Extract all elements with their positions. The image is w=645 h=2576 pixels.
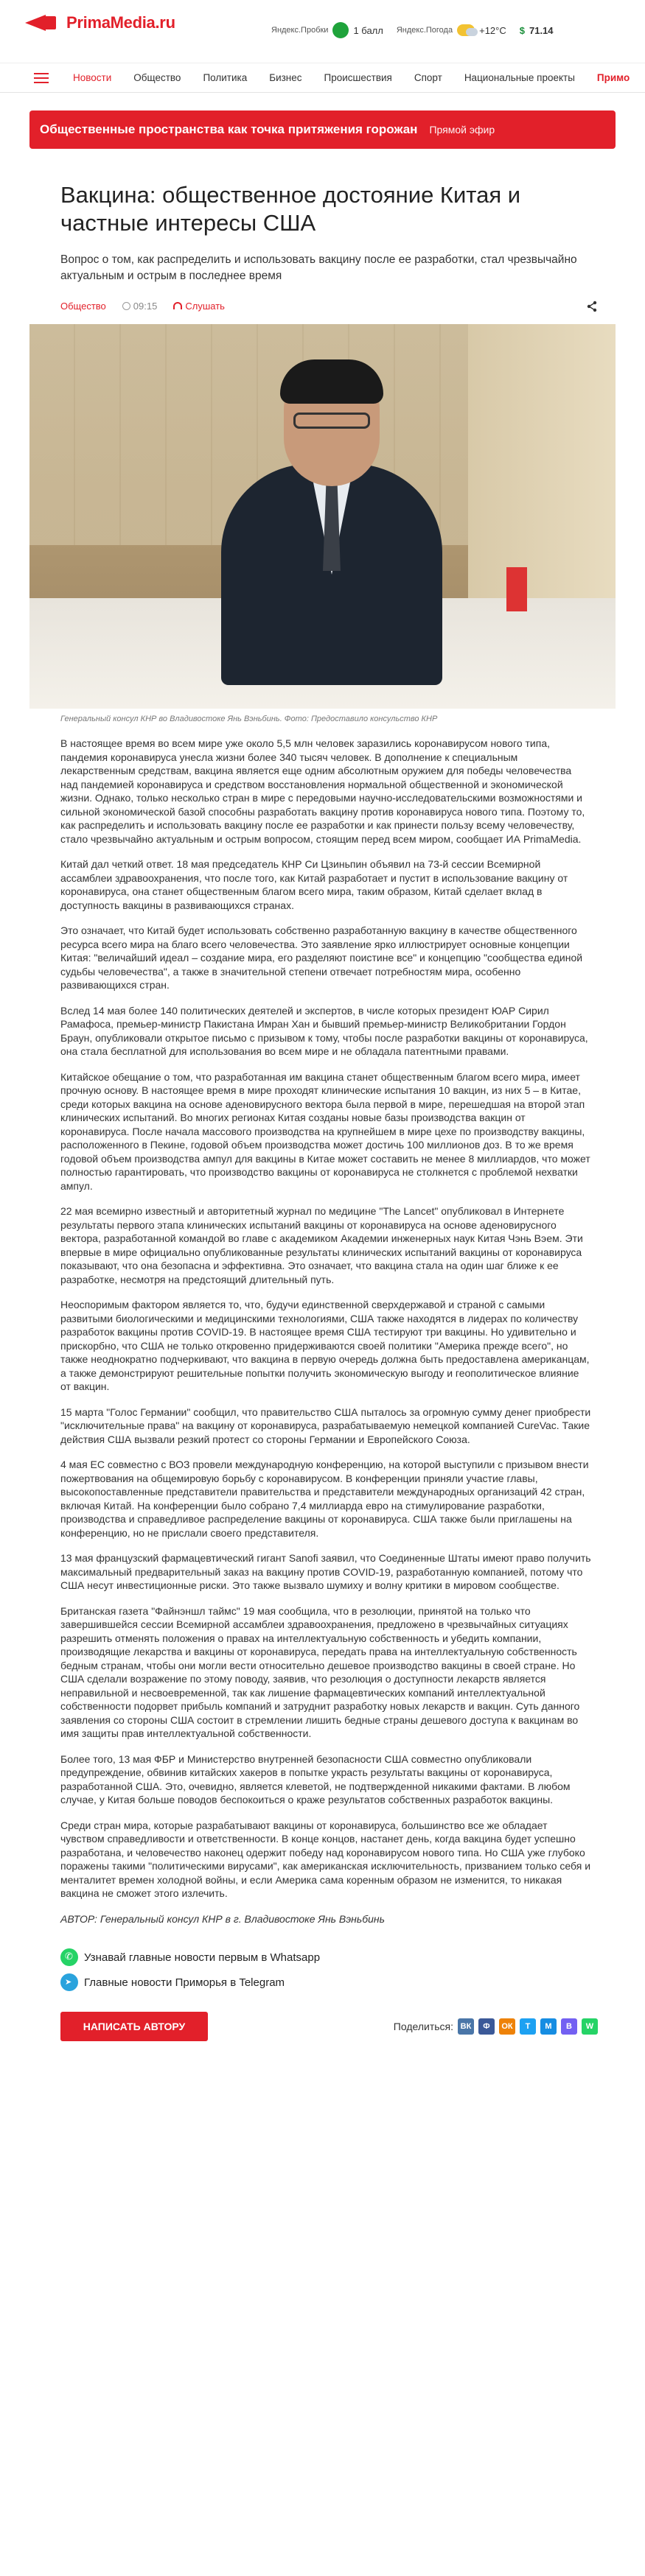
listen-label: Слушать — [185, 300, 225, 312]
nav-item-society[interactable]: Общество — [133, 72, 181, 83]
article-paragraph: В настоящее время во всем мире уже около 5,5 млн человек заразились коронавирусом нового типа, пандемия коронавируса унесла жизни более 340 тысяч человек. В дополнение к специальным лекарственным средствам, вакцина является еще одним абсолютным оружием для победы человечества над пандемией коронавируса и средством восстановления нормальной общественной и экономической жизни. Однако, только несколько стран в мире с передовыми научно-исследовательскими возможностями и сильной экономической базой способны разработать вакцину против коронавируса нового типа. Поэтому то, как распределить и использовать вакцину после ее разработки и как принести пользу всему человечеству, стало чрезвычайно актуальным и острым вопросом, стоящим перед всем миром, сообщает ИА PrimaMedia. — [60, 737, 585, 845]
article-paragraph: Британская газета "Файнэншл таймс" 19 мая сообщила, что в резолюции, принятой на только что завершившейся сессии Всемирной ассамблеи здравоохранения, предложено в чрезвычайных ситуациях разрешить отменять положения о правах на интеллектуальную собственность и убедить компании, производящие лекарства и вакцины от коронавируса, передать права на интеллектуальную собственность бедным странам, чтобы они могли вести относительно дешевое производство вакцины в своей стране. Но США сделали возражение по этому поводу, заявив, что резолюция о доступности лекарств является неправильной и несвоевременной, так как лишение фармацевтических компаний интеллектуальной собственности подорвет прибыль компаний и затруднит разработку новых лекарств и вакцин. Суть данного заявления со стороны США состоит в стремлении лишить бедные страны дешевого доступа к вакцинам во имя защиты прав интеллектуальной собственности. — [60, 1604, 580, 1739]
nav-item-primorye[interactable]: Примо — [596, 72, 630, 83]
article-time — [122, 301, 158, 312]
weather-widget[interactable] — [397, 24, 506, 36]
nav-item-news[interactable]: Новости — [73, 72, 112, 83]
photo-caption: Генеральный консул КНР во Владивостоке Янь Вэньбинь. Фото: Предоставило консульство КНР — [60, 715, 438, 723]
nav-item-incidents[interactable]: Происшествия — [324, 72, 392, 83]
article-title: Вакцина: общественное достояние Китая и частные интересы США — [60, 182, 521, 236]
article-paragraph: Китай дал четкий ответ. 18 мая председатель КНР Си Цзиньпин объявил на 73-й сессии Всемирной ассамблеи здравоохранения, что после того, как Китай разработает и пустит в использование вакцину от коронавируса, она станет общественным благом всего мира, таким образом, Китай сделает вклад в доступность вакцины в развивающихся странах. — [60, 858, 568, 911]
ok-share-icon[interactable]: ОК — [499, 2018, 515, 2035]
article-rubric[interactable]: Общество — [60, 300, 106, 312]
messenger-links — [60, 1945, 598, 1995]
article-time-value: 09:15 — [133, 300, 158, 312]
usd-rate: 71.14 — [529, 24, 554, 36]
whatsapp-share-icon[interactable]: W — [582, 2018, 598, 2035]
site-logo[interactable] — [25, 12, 175, 34]
share-block — [394, 2018, 598, 2035]
share-label: Поделиться: — [393, 2021, 453, 2032]
megaphone-icon — [25, 12, 59, 34]
share-icon[interactable] — [586, 301, 598, 312]
article-paragraph: 13 мая французский фармацевтический гигант Sanofi заявил, что Соединенные Штаты имеют право получить максимальный предварительный заказ на вакцину против COVID-19, разработанную компанией, потому что США несут инвестиционные риски. Это также вызвало шумиху и волну критики в мировом сообществе. — [60, 1552, 591, 1591]
telegram-icon — [60, 1973, 78, 1991]
live-tag: Прямой эфир — [429, 124, 495, 136]
article-body — [29, 737, 616, 2043]
traffic-value: 1 балл — [353, 24, 383, 36]
headphones-icon — [173, 302, 182, 309]
article-paragraph: Это означает, что Китай будет использовать собственно разработанную вакцину в качестве общественного ресурса всего мира на благо всего человечества. Это заявление ярко иллюстрирует основные концепции Китая: "величайший идеал – создание мира, его разделяют поистине все" и концепцию "сообщества единой судьбы человечества", а также в значительной степени отвечает потребностям мира, особенно развивающихся стран. — [60, 924, 583, 991]
article-paragraph: Среди стран мира, которые разрабатывают вакцины от коронавируса, большинство все же обладает чувством справедливости и ответственности. В конце концов, настанет день, когда вакцина будет успешно разработана, и человечество наконец одержит победу над коронавирусом нового типа. Но США уже глубоко поражены такими "политическими вирусами", как американская исключительность, призванием только себя и менталитет времен холодной войны, и если Америка сама коренным образом не изменится, то никакая вакцина не сможет этого излечить. — [60, 1819, 591, 1899]
article-paragraph: 15 марта "Голос Германии" сообщил, что правительство США пыталось за огромную сумму денег приобрести "исключительные права" на вакцину от коронавируса, разрабатываемую немецкой компанией CureVac. Такие действия США вызвали резкий протест со стороны Германии и Европейского Союза. — [60, 1405, 591, 1445]
weather-cloud-icon — [457, 24, 475, 36]
usd-icon: $ — [519, 24, 525, 36]
weather-value: +12°C — [479, 24, 506, 36]
listen-button[interactable] — [173, 301, 225, 312]
article-lead: Вопрос о том, как распределить и использовать вакцину после ее разработки, стал чрезвычайно актуальным и острым в последнее время — [60, 253, 577, 282]
article-photo — [29, 324, 616, 709]
vk-share-icon[interactable]: ВК — [458, 2018, 474, 2035]
traffic-widget[interactable] — [271, 22, 383, 38]
telegram-label: Главные новости Приморья в Telegram — [84, 1976, 285, 1989]
facebook-share-icon[interactable]: Ф — [478, 2018, 495, 2035]
logo-text: PrimaMedia.ru — [66, 13, 175, 32]
article-meta — [60, 298, 598, 314]
nav-item-politics[interactable]: Политика — [203, 72, 248, 83]
traffic-light-icon — [332, 22, 349, 38]
article-paragraph: 4 мая ЕС совместно с ВОЗ провели международную конференцию, на которой выступили с призывом внести пожертвования на общемировую борьбу с коронавирусом. В конференции приняли участие главы, высокопоставленные представители правительства и представители международных организаций 42 стран, включая Китай. На конференции было собрано 7,4 миллиарда евро на стимулирование разработки, производства и справедливое распределение вакцины от коронавируса. США также были приглашены на конференцию, но не прислали своего представителя. — [60, 1459, 589, 1539]
nav-item-sport[interactable]: Спорт — [414, 72, 442, 83]
nav-item-business[interactable]: Бизнес — [269, 72, 302, 83]
traffic-source: Яндекс.Пробки — [271, 26, 329, 35]
article-paragraph: Неоспоримым фактором является то, что, будучи единственной сверхдержавой и страной с самыми развитыми биологическими и медицинскими технологиями, США также находятся в лидерах по количеству разработок вакцины против COVID-19. В настоящее время США тестируют три вакцины. Но удивительно и прискорбно, что США не только откровенно придерживаются своей политики "Америка прежде всего", но также неоднократно подчеркивают, что вакцина в первую очередь должна быть предоставлена американцам, а также демонстрируют решительные попытки получить экономическую выгоду и геополитическое влияние от вакцин. — [60, 1299, 590, 1392]
main-nav — [0, 63, 645, 93]
header-widgets — [271, 22, 554, 38]
weather-source: Яндекс.Погода — [396, 26, 453, 35]
flag-decoration — [506, 567, 527, 611]
live-banner[interactable] — [29, 110, 616, 149]
article-paragraph: Более того, 13 мая ФБР и Министерство внутренней безопасности США совместно опубликовали предупреждение, обвинив китайских хакеров в попытке украсть результаты вакцины от коронавируса, разработанной США. Это, очевидно, является клеветой, не подтвержденной никакими фактами. В любом случае, у Китая больше поводов беспокоиться о краже результатов собственных разработок вакцины. — [60, 1752, 571, 1805]
write-author-button[interactable]: НАПИСАТЬ АВТОРУ — [60, 2012, 208, 2041]
currency-widget[interactable] — [520, 25, 554, 36]
live-title: Общественные пространства как точка притяжения горожан — [40, 122, 418, 136]
article-footer — [60, 2010, 598, 2043]
menu-burger-icon[interactable] — [34, 73, 49, 83]
clock-icon — [122, 302, 130, 310]
consul-portrait — [206, 354, 450, 678]
article-paragraph: 22 мая всемирно известный и авторитетный журнал по медицине "The Lancet" опубликовал в Интернете результаты первого этапа клинических испытаний вакцины от коронавируса на основе аденовирусного вектора, разработанной командой во главе с академиком Академии инженерных наук Китая Чэнь Вэем. Эти впервые в мире официально опубликованные результаты клинических испытаний вакцины от коронавируса показывают, что она безопасна и эффективна. Это означает, что вакцина стала на один шаг ближе к ее разработке, несмотря на предстоящий длительный путь. — [60, 1205, 583, 1285]
article — [29, 168, 616, 2043]
mail-share-icon[interactable]: М — [540, 2018, 557, 2035]
whatsapp-link[interactable] — [60, 1945, 598, 1970]
article-paragraph: Китайское обещание о том, что разработанная им вакцина станет общественным благом всего мира, имеет прочную основу. В настоящее время в мире проходят клинические испытания 10 вакцин, из них 5 – в Китае, среди которых вакцина на основе аденовирусного вектора была первой в мире, перешедшая на второй этап клинических испытаний. Во многих регионах Китая созданы новые базы производства вакцин от коронавируса. После начала массового производства на крупнейшем в мире цехе по производству вакцины, расположенного в Пекине, годовой объем производства может достичь 100 миллионов доз. В то же время годовой объем производства ампул для вакцины в Китае может составить не менее 8 миллиардов, что может полностью гарантировать, что производство вакцины от коронавируса не столкнется с проблемой нехватки ампул. — [60, 1070, 590, 1192]
telegram-link[interactable] — [60, 1970, 598, 1995]
whatsapp-icon — [60, 1948, 78, 1966]
viber-share-icon[interactable]: В — [561, 2018, 577, 2035]
whatsapp-label: Узнавай главные новости первым в Whatsapp — [84, 1951, 321, 1964]
article-paragraph: Вслед 14 мая более 140 политических деятелей и экспертов, в числе которых президент ЮАР Сирил Рамафоса, премьер-министр Пакистана Имран Хан и бывший премьер-министр Великобритании Гордон Браун, опубликовали открытое письмо с призывом к тому, чтобы после разработки вакцины от коронавируса, она стала бесплатной для использования во всем мире и не обладала патентными правами. — [60, 1004, 588, 1057]
article-author: АВТОР: Генеральный консул КНР в г. Владивостоке Янь Вэньбинь — [60, 1912, 385, 1925]
nav-item-national-projects[interactable]: Национальные проекты — [464, 72, 575, 83]
site-header — [0, 0, 645, 63]
twitter-share-icon[interactable]: Т — [520, 2018, 536, 2035]
